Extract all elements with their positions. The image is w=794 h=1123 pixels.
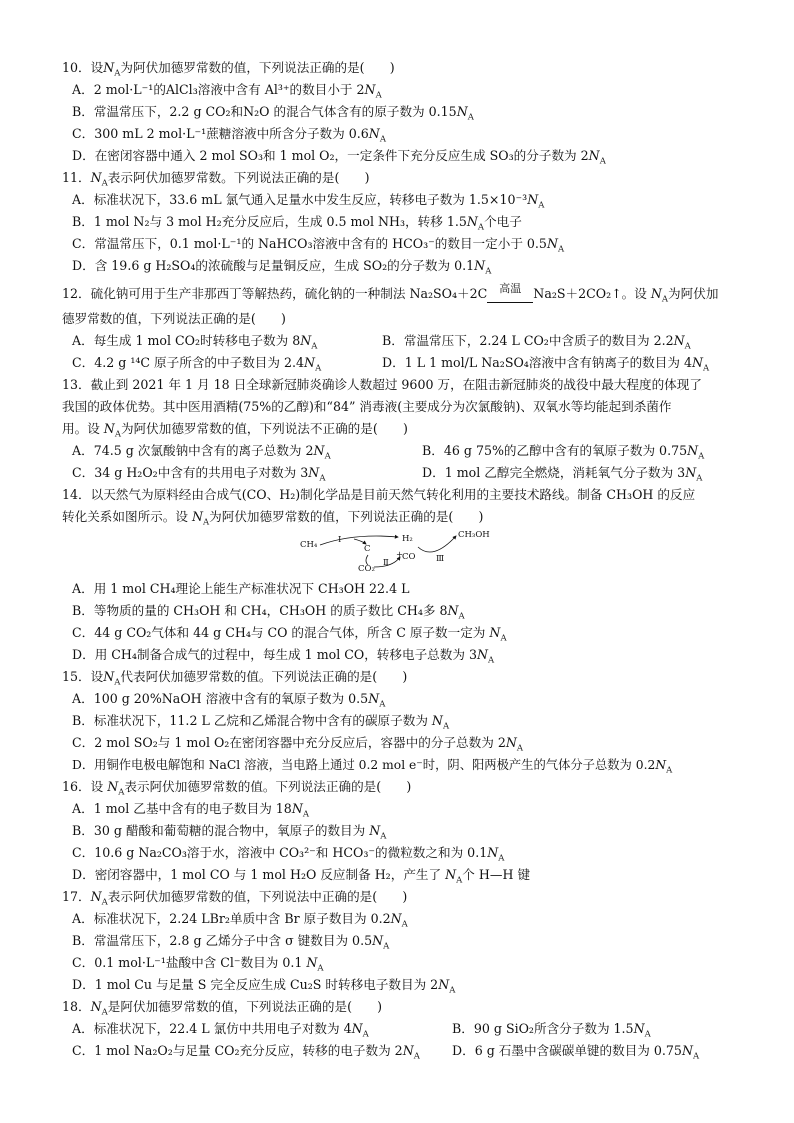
q10-option-a: A．2 mol·L⁻¹的AlCl₃溶液中含有 Al³⁺的数目小于 $2N_A$ <box>72 82 382 101</box>
q17-option-a: A．标准状况下，2.24 LBr₂单质中含 Br 原子数目为 $0.2N_A$ <box>72 911 408 930</box>
q13-option-b: B．46 g 75%的乙醇中含有的氧原子数为 $0.75N_A$ <box>422 443 705 462</box>
q15-option-a: A．100 g 20%NaOH 溶液中含有的氧原子数为 $0.5N_A$ <box>72 691 386 710</box>
q16-option-b: B．30 g 醋酸和葡萄糖的混合物中，氧原子的数目为 $N_A$ <box>72 823 387 842</box>
q12-stem-line1 <box>62 282 719 305</box>
q11-option-a: A．标准状况下，33.6 mL 氯气通入足量水中发生反应，转移电子数为 $1.5\times 10^{-3}N_A$ <box>72 192 545 211</box>
q11-option-b: B．1 mol N₂与 3 mol H₂充分反应后，生成 0.5 mol NH₃，转移 $1.5N_A$个电子 <box>72 214 522 233</box>
q14-option-d: D．用 CH₄制备合成气的过程中，每生成 1 mol CO，转移电子总数为 $3N_A$ <box>72 647 495 666</box>
q16-option-d: D．密闭容器中，1 mol CO 与 1 mol H₂O 反应制备 H₂，产生了 $N_A$个 H—H 键 <box>72 867 531 886</box>
q12-option-b: B．常温常压下，2.24 L CO₂中含质子的数目为 $2.2N_A$ <box>382 333 691 352</box>
q17-option-b: B．常温常压下，2.8 g 乙烯分子中含 σ 键数目为 $0.5N_A$ <box>72 933 390 952</box>
diagram-step-3: Ⅲ <box>436 554 445 564</box>
q13-stem-line3: 用。设 $N_A$为阿伏加德罗常数的值，下列说法不正确的是( ) <box>62 421 408 440</box>
diagram-arrow-to-c <box>354 539 366 544</box>
q17-option-d: D．1 mol Cu 与足量 S 完全反应生成 Cu₂S 时转移电子数目为 $2N_A$ <box>72 977 456 996</box>
diagram-plus: + <box>396 550 404 560</box>
q18-option-a: A．标准状况下，22.4 L 氯仿中共用电子对数为 $4N_A$ <box>72 1021 369 1040</box>
q15-option-d: D．用铜作电极电解饱和 NaCl 溶液，当电路上通过 0.2 mol e⁻时，阴、阳两极产生的气体分子总数为 $0.2N_A$ <box>72 758 673 776</box>
q13-stem-line1: 13．截止到 2021 年 1 月 18 日全球新冠肺炎确诊人数超过 9600 万，在阻击新冠肺炎的战役中最大程度的体现了 <box>62 377 702 392</box>
q18-option-b: B．90 g SiO₂所含分子数为 $1.5N_A$ <box>452 1021 651 1040</box>
diagram-ch3oh: CH₃OH <box>458 530 490 540</box>
q18-option-d: D．6 g 石墨中含碳碳单键的数目为 $0.75N_A$ <box>452 1043 700 1062</box>
diagram-step-1: Ⅰ <box>338 535 342 545</box>
q10-option-c: C．300 mL 2 mol·L⁻¹蔗糖溶液中所含分子数为 $0.6N_A$ <box>72 126 386 145</box>
q12-stem-line2: 德罗常数的值，下列说法正确的是( ) <box>62 311 286 326</box>
reaction-pathway-diagram <box>298 527 508 575</box>
q12-option-a: A．每生成 1 mol CO₂时转移电子数为 $8N_A$ <box>72 333 318 352</box>
q14-stem-line1: 14．以天然气为原料经由合成气(CO、H₂)制化学品是目前天然气转化利用的主要技术路线。制备 CH₃OH 的反应 <box>62 487 696 502</box>
q15-stem: 15．设$N_A$代表阿伏加德罗常数的值。下列说法正确的是( ) <box>62 669 408 688</box>
q10-stem: 10．设$N_A$为阿伏加德罗常数的值，下列说法正确的是( ) <box>62 60 395 79</box>
q13-option-a: A．74.5 g 次氯酸钠中含有的离子总数为 $2N_A$ <box>72 443 331 462</box>
q11-option-c: C．常温常压下，0.1 mol·L⁻¹的 NaHCO₃溶液中含有的 HCO₃⁻的数目一定小于 $0.5N_A$ <box>72 236 565 255</box>
q11-option-d: D．含 19.6 g H₂SO₄的浓硫酸与足量铜反应，生成 SO₂的分子数为 $0.1N_A$ <box>72 258 492 277</box>
q12-option-d: D．1 L 1 mol/L Na₂SO₄溶液中含有钠离子的数目为 $4N_A$ <box>382 355 710 374</box>
reaction-condition: 高温 <box>499 282 522 295</box>
q12-stem-part-b: Na₂S＋2CO₂↑。设 $N_A$为阿伏加 <box>533 286 719 305</box>
q17-stem: 17．$N_A$表示阿伏加德罗常数的值，下列说法中正确的是( ) <box>62 889 408 908</box>
q17-option-c: C．0.1 mol·L⁻¹盐酸中含 Cl⁻数目为 0.1 $N_A$ <box>72 955 324 974</box>
q14-option-b: B．等物质的量的 CH₃OH 和 CH₄，CH₃OH 的质子数比 CH₄多 $8N_A$ <box>72 603 465 622</box>
diagram-ch4: CH₄ <box>300 540 318 550</box>
q13-stem-line2: 我国的政体优势。其中医用酒精(75%的乙醇)和“84” 消毒液(主要成分为次氯酸钠)、双氧水等均能起到杀菌作 <box>62 399 672 414</box>
q13-option-d: D．1 mol 乙醇完全燃烧，消耗氧气分子数为 $3N_A$ <box>422 465 703 484</box>
diagram-co2: CO₂ <box>358 564 375 574</box>
q16-option-c: C．10.6 g Na₂CO₃溶于水，溶液中 CO₃²⁻和 HCO₃⁻的微粒数之和为 $0.1N_A$ <box>72 845 505 864</box>
diagram-h2: H₂ <box>402 534 413 544</box>
q18-stem: 18．$N_A$是阿伏加德罗常数的值，下列说法正确的是( ) <box>62 999 383 1018</box>
q14-option-a: A．用 1 mol CH₄理论上能生产标准状况下 CH₃OH 22.4 L <box>72 581 410 596</box>
q15-option-c: C．2 mol SO₂与 1 mol O₂在密闭容器中充分反应后，容器中的分子总数为 $2N_A$ <box>72 735 523 754</box>
q12-stem-part-a: 12．硫化钠可用于生产非那西丁等解热药，硫化钠的一种制法 Na₂SO₄＋2C <box>62 286 488 301</box>
q10-option-b: B．常温常压下，2.2 g CO₂和N₂O 的混合气体含有的原子数为 $0.15N_A$ <box>72 104 474 123</box>
q12-option-c: C．4.2 g ¹⁴C 原子所含的中子数目为 $2.4N_A$ <box>72 355 322 374</box>
q14-option-c: C．44 g CO₂气体和 44 g CH₄与 CO 的混合气体，所含 C 原子数一定为 $N_A$ <box>72 625 507 644</box>
diagram-step-2: Ⅱ <box>383 558 389 568</box>
q16-option-a: A．1 mol 乙基中含有的电子数目为 $18N_A$ <box>72 801 309 820</box>
diagram-co: CO <box>402 552 416 562</box>
q14-stem-line2: 转化关系如图所示。设 $N_A$为阿伏加德罗常数的值，下列说法正确的是( ) <box>62 509 484 528</box>
diagram-c: C <box>364 544 371 554</box>
diagram-arrow-to-ch3oh <box>418 536 456 552</box>
q18-option-c: C．1 mol Na₂O₂与足量 CO₂充分反应，转移的电子数为 $2N_A$ <box>72 1043 420 1062</box>
q11-stem: 11．$N_A$表示阿伏加德罗常数。下列说法正确的是( ) <box>62 170 370 189</box>
reaction-condition-arrow <box>487 282 533 303</box>
q16-stem: 16．设 $N_A$表示阿伏加德罗常数的值。下列说法正确的是( ) <box>62 779 412 798</box>
q10-option-d: D．在密闭容器中通入 2 mol SO₃和 1 mol O₂，一定条件下充分反应生成 SO₃的分子数为 $2N_A$ <box>72 148 606 167</box>
q13-option-c: C．34 g H₂O₂中含有的共用电子对数为 $3N_A$ <box>72 465 326 484</box>
q15-option-b: B．标准状况下，11.2 L 乙烷和乙烯混合物中含有的碳原子数为 $N_A$ <box>72 713 450 732</box>
